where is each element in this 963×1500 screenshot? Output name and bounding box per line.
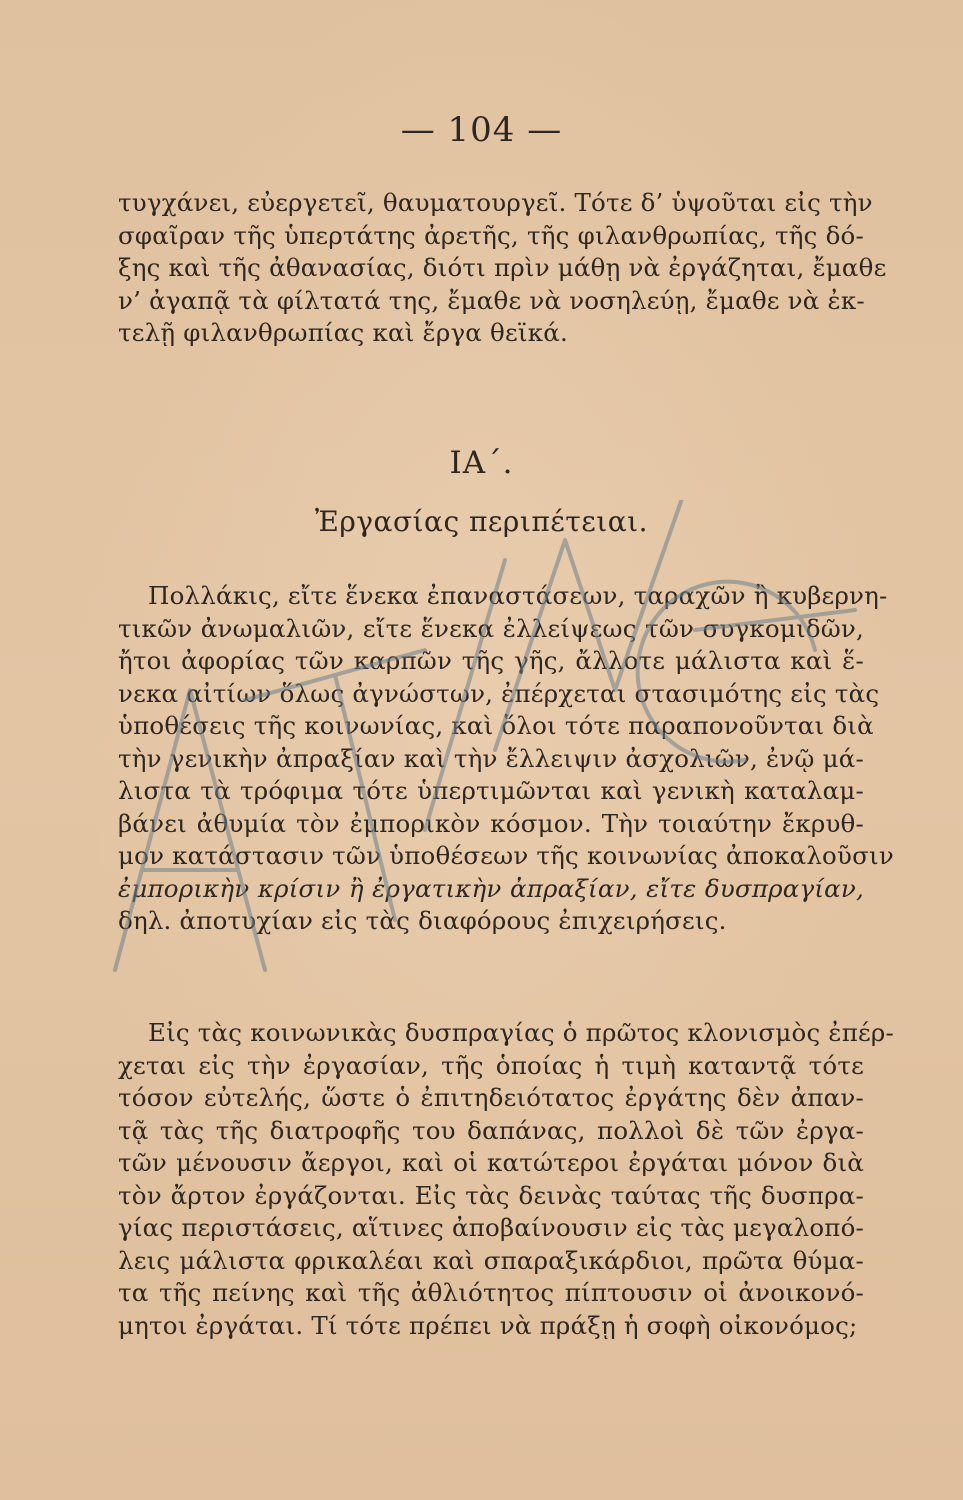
text-line: ὑποθέσεις τῆς κοινωνίας, καὶ ὅλοι τότε παραπονοῦνται διὰ <box>118 711 874 740</box>
text-line: τυγχάνει, εὐεργετεῖ, θαυματουργεῖ. Τότε δ’ ὑψοῦται εἰς τὴν <box>118 188 873 217</box>
section-number: ΙΑ΄. <box>449 445 514 481</box>
text-line: μον κατάστασιν τῶν ὑποθέσεων τῆς κοινωνίας ἀποκαλοῦσιν <box>118 841 894 870</box>
text-line: Εἰς τὰς κοινωνικὰς δυσπραγίας ὁ πρῶτος κλονισμὸς ἐπέρ- <box>148 1018 894 1047</box>
text-line: τᾷ τὰς τῆς διατροφῆς του δαπάνας, πολλοὶ δὲ τῶν ἐργα- <box>118 1115 864 1145</box>
text-line: τὴν γενικὴν ἀπραξίαν καὶ τὴν ἔλλειψιν ἀσχολιῶν, ἐνῷ μά- <box>118 743 864 773</box>
text-line: τα τῆς πείνης καὶ τῆς ἀθλιότητος πίπτουσιν οἱ ἀνοικονό- <box>118 1278 864 1307</box>
paragraph-1 <box>118 187 887 350</box>
text-line: Πολλάκις, εἴτε ἕνεκα ἐπαναστάσεων, ταραχῶν ἢ κυβερνη- <box>148 581 888 610</box>
text-line: χεται εἰς τὴν ἐργασίαν, τῆς ὁποίας ἡ τιμὴ καταντᾷ τότε <box>118 1050 864 1080</box>
text-line: ν’ ἀγαπᾷ τὰ φίλτατά της, ἔμαθε νὰ νοσηλεύῃ, ἔμαθε νὰ ἐκ- <box>118 285 865 315</box>
text-line: νεκα αἰτίων ὅλως ἀγνώστων, ἐπέρχεται στασιμότης εἰς τὰς <box>118 678 880 708</box>
text-line: μητοι ἐργάται. Τί τότε πρέπει νὰ πράξῃ ἡ σοφὴ οἰκονόμος; <box>118 1310 858 1340</box>
text-line: σφαῖραν τῆς ὑπερτάτης ἀρετῆς, τῆς φιλανθρωπίας, τῆς δό- <box>118 220 864 250</box>
text-line: λεις μάλιστα φρικαλέαι καὶ σπαραξικάρδιοι, πρῶτα θύμα- <box>118 1245 864 1275</box>
text-line: τικῶν ἀνωμαλιῶν, εἴτε ἕνεκα ἐλλείψεως τῶν συγκομιδῶν, <box>118 613 864 643</box>
text-line: ἐμπορικὴν κρίσιν ἢ ἐργατικὴν ἀπραξίαν, εἴτε δυσπραγίαν, <box>118 873 864 903</box>
text-line: ἤτοι ἀφορίας τῶν καρπῶν τῆς γῆς, ἄλλοτε μάλιστα καὶ ἕ- <box>118 646 864 675</box>
text-line: βάνει ἀθυμία τὸν ἐμπορικὸν κόσμον. Τὴν τοιαύτην ἔκρυθ- <box>118 808 864 838</box>
paragraph-2 <box>118 580 894 938</box>
paragraph-3 <box>118 1017 894 1342</box>
text-line: τῶν μένουσιν ἄεργοι, καὶ οἱ κατώτεροι ἐργάται μόνον διὰ <box>118 1148 864 1177</box>
text-line: τόσον εὐτελής, ὥστε ὁ ἐπιτηδειότατος ἐργάτης δὲν ἀπαν- <box>118 1083 864 1112</box>
text-line: τὸν ἄρτον ἐργάζονται. Εἰς τὰς δεινὰς ταύτας τῆς δυσπρα- <box>118 1180 864 1210</box>
text-line: λιστα τὰ τρόφιμα τότε ὑπερτιμῶνται καὶ γενικὴ καταλαμ- <box>118 776 864 805</box>
section-title: Ἐργασίας περιπέτειαι. <box>314 505 649 538</box>
text-line: δηλ. ἀποτυχίαν εἰς τὰς διαφόρους ἐπιχειρήσεις. <box>118 906 727 935</box>
text-line: γίας περιστάσεις, αἵτινες ἀποβαίνουσιν εἰς τὰς μεγαλοπό- <box>118 1213 864 1242</box>
text-line: τελῇ φιλανθρωπίας καὶ ἔργα θεϊκά. <box>118 318 568 347</box>
text-line: ξης καὶ τῆς ἀθανασίας, διότι πρὶν μάθῃ νὰ ἐργάζηται, ἔμαθε <box>118 253 887 282</box>
page-number: — 104 — <box>400 110 563 150</box>
